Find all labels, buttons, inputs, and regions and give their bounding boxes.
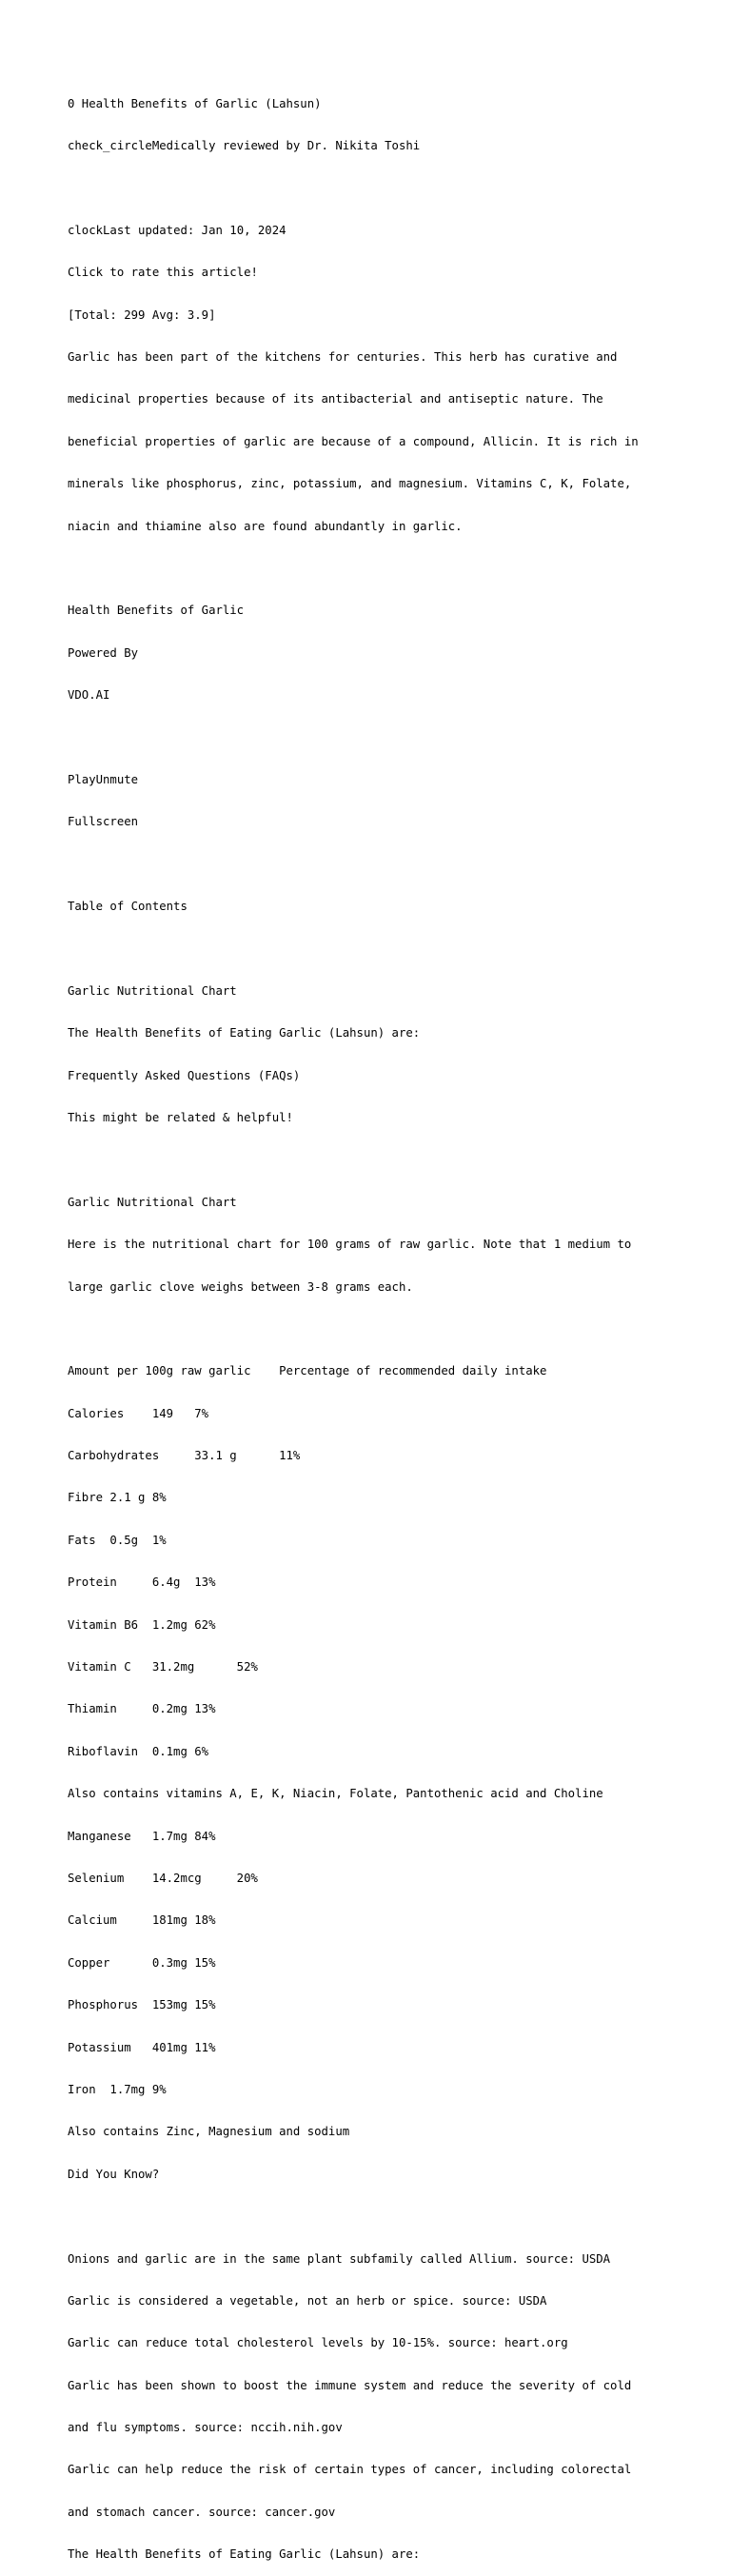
nutrition-description: Here is the nutritional chart for 100 grams of raw garlic. Note that 1 medium to [68, 1238, 632, 1252]
play-button[interactable]: Play [68, 772, 96, 786]
fact-line: Garlic can help reduce the risk of certain types of cancer, including colorectal [68, 2463, 632, 2477]
nutrition-note: Also contains vitamins A, E, K, Niacin, Folate, Pantothenic acid and Choline [68, 1787, 603, 1801]
fact-line: Garlic is considered a vegetable, not an herb or spice. source: USDA [68, 2293, 547, 2308]
article-page [68, 69, 715, 2576]
nutrition-row: Phosphorus 153mg 15% [68, 1998, 216, 2012]
nutrition-row: Carbohydrates 33.1 g 11% [68, 1449, 301, 1463]
nutrition-row: Protein 6.4g 13% [68, 1575, 216, 1590]
intro-line: niacin and thiamine also are found abundantly in garlic. [68, 519, 463, 533]
toc-item[interactable]: The Health Benefits of Eating Garlic (Lahsun) are: [68, 1026, 421, 1040]
nutrition-row: Vitamin C 31.2mg 52% [68, 1660, 258, 1674]
intro-line: minerals like phosphorus, zinc, potassium, and magnesium. Vitamins C, K, Folate, [68, 477, 632, 491]
check-circle-icon: check_circle [68, 138, 152, 152]
video-controls [68, 773, 715, 787]
toc-heading[interactable]: Table of Contents [68, 900, 188, 914]
nutrition-note: Also contains Zinc, Magnesium and sodium [68, 2125, 350, 2139]
nutrition-row: Selenium 14.2mcg 20% [68, 1872, 258, 1885]
video-powered-by: Powered By [68, 645, 139, 660]
nutrition-row: Copper 0.3mg 15% [68, 1955, 216, 1970]
nutrition-row: Calcium 181mg 18% [68, 1913, 216, 1928]
toc-item[interactable]: This might be related & helpful! [68, 1110, 293, 1124]
nutrition-row: Vitamin B6 1.2mg 62% [68, 1617, 216, 1632]
nutrition-heading: Garlic Nutritional Chart [68, 1195, 237, 1209]
video-title: Health Benefits of Garlic [68, 604, 245, 618]
nutrition-row: Calories 149 7% [68, 1406, 209, 1420]
medical-review-line [68, 139, 715, 153]
fact-line: and stomach cancer. source: cancer.gov [68, 2505, 336, 2519]
nutrition-row: Fibre 2.1 g 8% [68, 1491, 167, 1505]
did-you-know-heading: Did You Know? [68, 2167, 160, 2181]
video-provider-link[interactable]: VDO.AI [68, 688, 110, 703]
toc-item[interactable]: Garlic Nutritional Chart [68, 983, 237, 998]
nutrition-row: Riboflavin 0.1mg 6% [68, 1744, 209, 1758]
reviewer-text: Medically reviewed by Dr. Nikita Toshi [151, 138, 421, 152]
nutrition-row: Iron 1.7mg 9% [68, 2082, 167, 2096]
clock-icon: clock [68, 223, 104, 237]
unmute-button[interactable]: Unmute [95, 772, 139, 786]
intro-line: beneficial properties of garlic are because of a compound, Allicin. It is rich in [68, 434, 639, 448]
toc-item[interactable]: Frequently Asked Questions (FAQs) [68, 1068, 301, 1082]
fact-line: Garlic has been shown to boost the immune system and reduce the severity of cold [68, 2378, 632, 2392]
nutrition-description: large garlic clove weighs between 3-8 grams each. [68, 1279, 413, 1294]
updated-line [68, 224, 715, 238]
nutrition-row: Fats 0.5g 1% [68, 1533, 167, 1547]
nutrition-row: Manganese 1.7mg 84% [68, 1829, 216, 1843]
article-title: 0 Health Benefits of Garlic (Lahsun) [68, 96, 322, 110]
intro-line: medicinal properties because of its antibacterial and antiseptic nature. The [68, 392, 603, 406]
nutrition-row: Potassium 401mg 11% [68, 2040, 216, 2054]
rate-article-link[interactable]: Click to rate this article! [68, 266, 258, 280]
fullscreen-button[interactable]: Fullscreen [68, 815, 139, 829]
nutrition-row: Thiamin 0.2mg 13% [68, 1702, 216, 1716]
fact-line: and flu symptoms. source: nccih.nih.gov [68, 2421, 343, 2435]
benefits-heading: The Health Benefits of Eating Garlic (Lahsun) are: [68, 2547, 421, 2562]
fact-line: Onions and garlic are in the same plant subfamily called Allium. source: USDA [68, 2251, 611, 2266]
updated-text: Last updated: Jan 10, 2024 [103, 223, 286, 237]
fact-line: Garlic can reduce total cholesterol levels by 10-15%. source: heart.org [68, 2336, 568, 2350]
intro-line: Garlic has been part of the kitchens for centuries. This herb has curative and [68, 349, 618, 364]
nutrition-table-header: Amount per 100g raw garlic Percentage of recommended daily intake [68, 1364, 547, 1378]
rating-summary: [Total: 299 Avg: 3.9] [68, 307, 216, 322]
